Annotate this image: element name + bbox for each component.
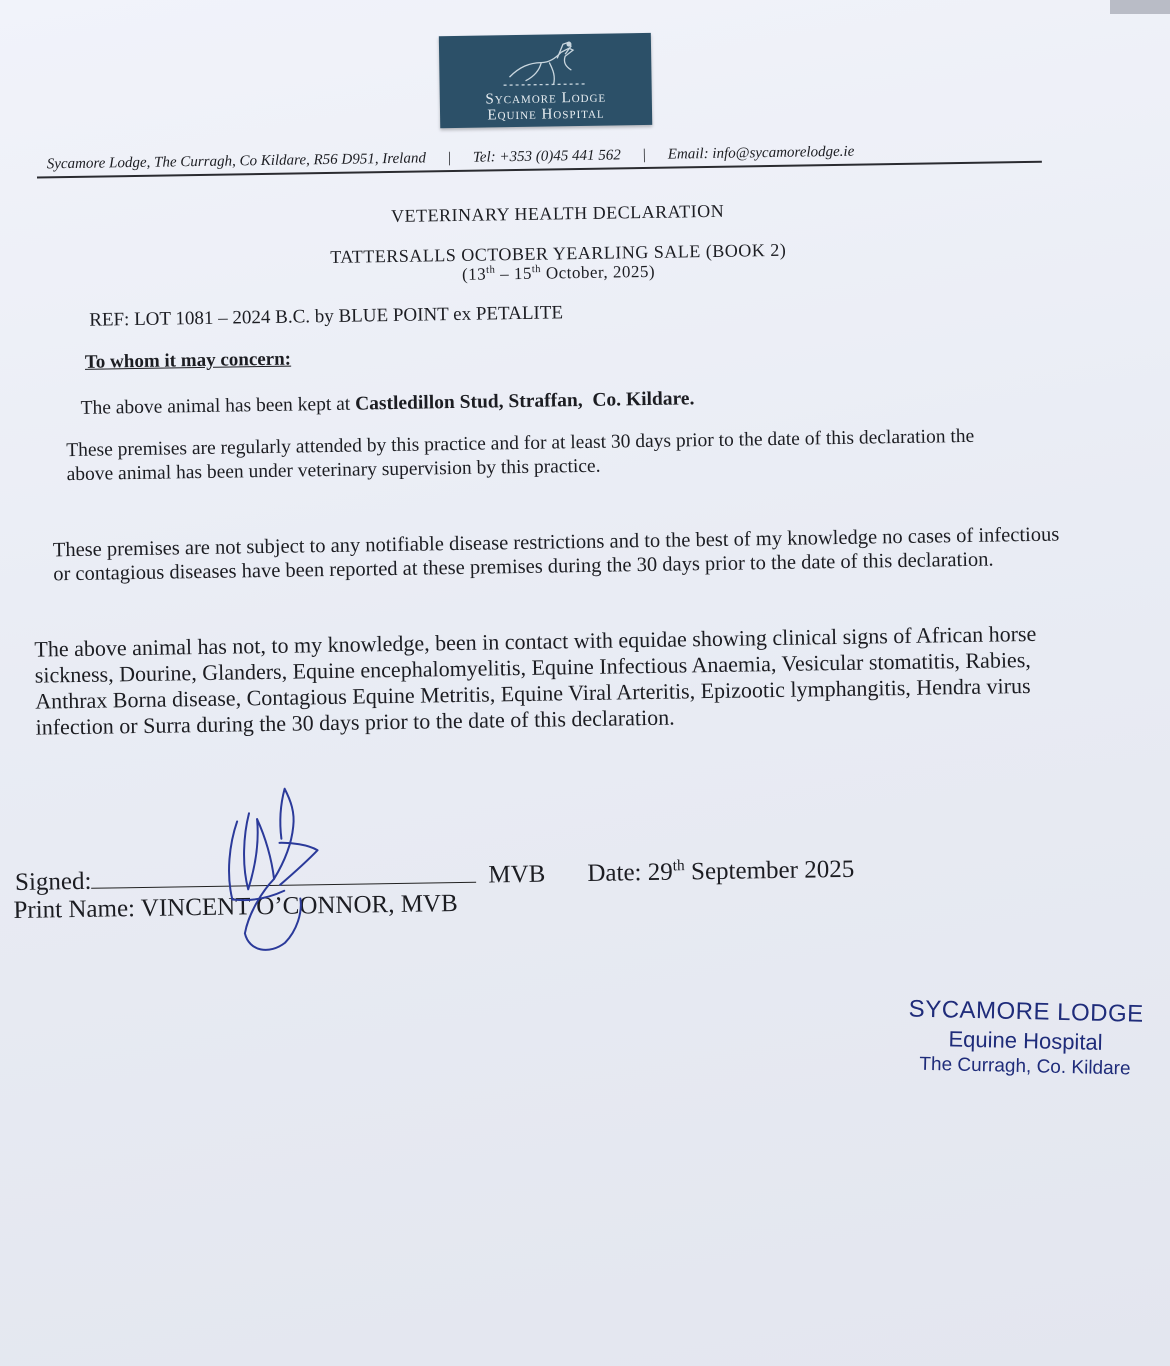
document-title: VETERINARY HEALTH DECLARATION [390, 200, 725, 226]
separator: | [447, 150, 452, 167]
stamp-line-1: SYCAMORE LODGE [908, 995, 1145, 1028]
logo-line-2: Equine Hospital [487, 105, 605, 124]
hospital-logo [439, 33, 652, 128]
address: Sycamore Lodge, The Curragh, Co Kildare, R56 D951, Ireland [46, 150, 427, 173]
stamp-line-2: Equine Hospital [948, 1026, 1103, 1055]
premises-location: Castledillon Stud, Straffan, Co. Kildare. [354, 388, 695, 415]
phone: Tel: +353 (0)45 441 562 [472, 147, 621, 166]
lot-reference: REF: LOT 1081 – 2024 B.C. by BLUE POINT ex PETALITE [89, 302, 564, 331]
email: Email: info@sycamorelodge.ie [667, 143, 855, 163]
salutation: To whom it may concern: [84, 348, 292, 373]
logo-line-1: Sycamore Lodge [485, 89, 607, 108]
declaration-date: Date: 29th September 2025 [587, 855, 855, 887]
signed-label: Signed: [14, 867, 92, 896]
paragraph-restrictions: These premises are not subject to any notifiable disease restrictions and to the best of my knowledge no cases of infectious or contagious diseases have been reported at these premises during the 30 days prior to the date of this declaration. [52, 523, 1060, 586]
sale-dates: (13th – 15th October, 2025) [461, 261, 656, 284]
sale-title: TATTERSALLS OCTOBER YEARLING SALE (BOOK 2) [330, 239, 787, 267]
horse-and-jockey-icon [499, 40, 592, 91]
paragraph-premises: The above animal has been kept at Castledillon Stud, Straffan, Co. Kildare. [80, 388, 695, 419]
paragraph-diseases: The above animal has not, to my knowledge, been in contact with equidae showing clinical signs of African horse sickness, Dourine, Glanders, Equine encephalomyelitis, Equine Infectious Anaemia, Vesicular stomatitis, Rabies, Anthrax Borna disease, Contagious Equine Metritis, Equine Viral Arteritis, Epizootic lymphangitis, Hendra virus infection or Surra during the 30 days prior to the date of this declaration. [34, 620, 1037, 740]
separator: | [642, 146, 646, 164]
hospital-stamp [875, 995, 1170, 1082]
print-name: Print Name: VINCENT O’CONNOR, MVB [13, 890, 458, 925]
handwritten-signature [206, 772, 349, 964]
signature-suffix: MVB [488, 860, 546, 889]
stamp-line-3: The Curragh, Co. Kildare [919, 1053, 1131, 1080]
paragraph-supervision: These premises are regularly attended by this practice and for at least 30 days prior to the date of this declaration the above animal has been under veterinary supervision by this practice. [66, 425, 975, 486]
